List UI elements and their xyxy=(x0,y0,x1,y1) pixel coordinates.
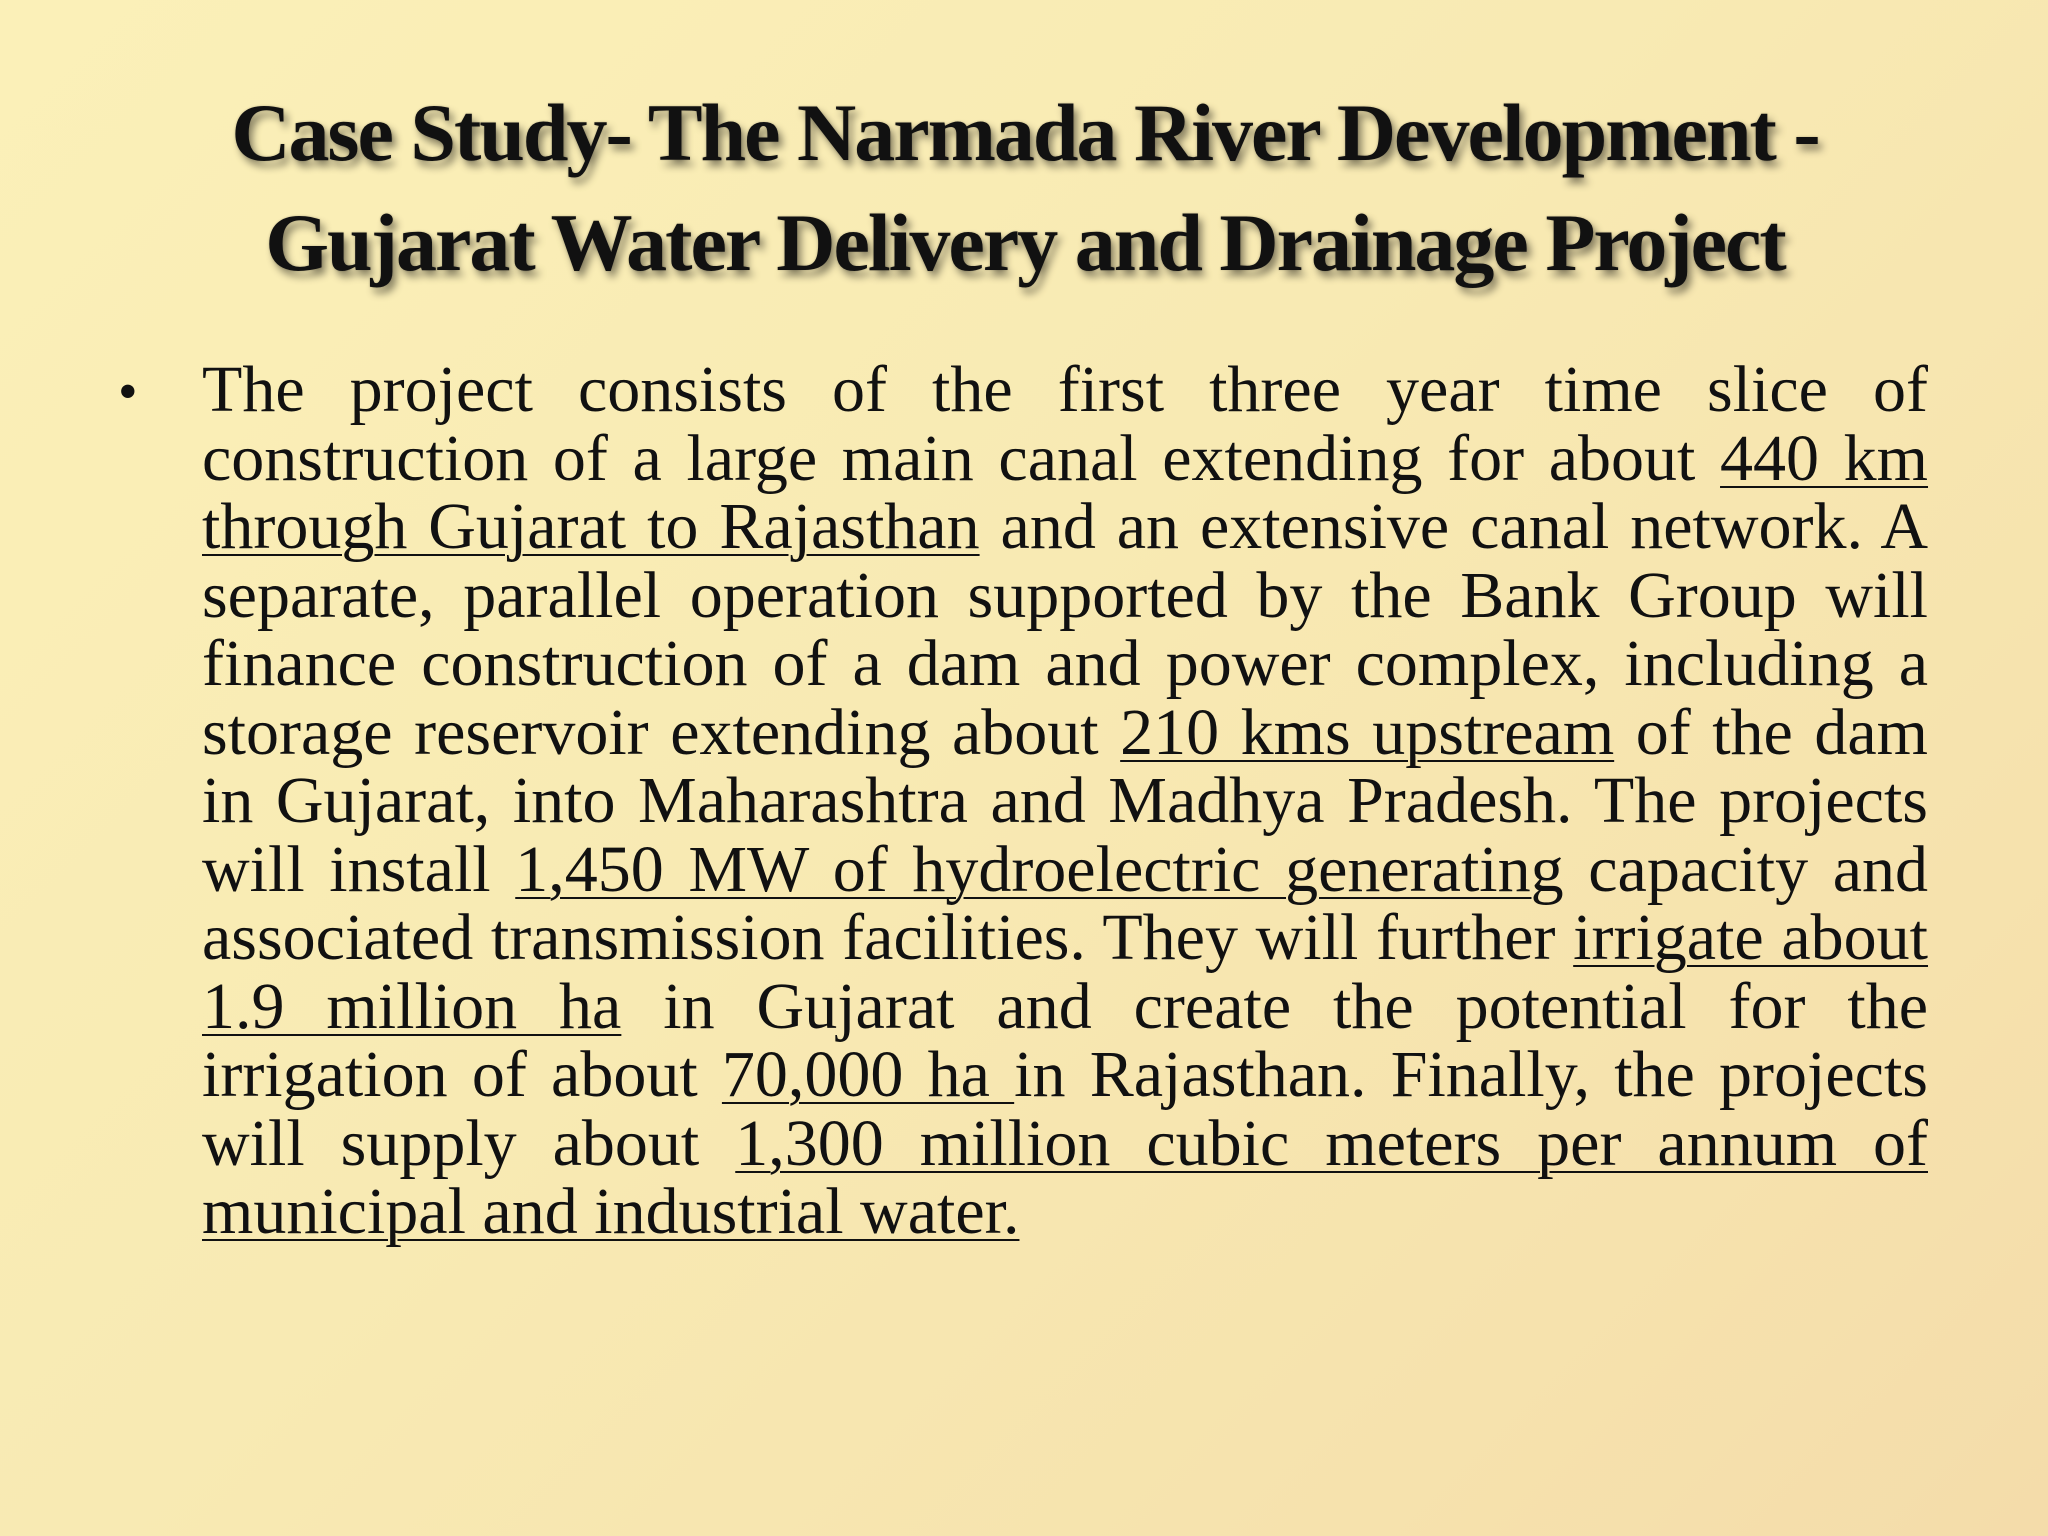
bullet-text xyxy=(202,353,1928,1248)
underlined-irrigation-gujarat: irrigate about 1.9 million ha xyxy=(202,901,1929,1043)
underlined-water-supply: 1,300 million cubic meters per annum of municipal and industrial water. xyxy=(202,1106,1928,1248)
slide-title-line-1: Case Study- The Narmada River Development - xyxy=(231,87,1819,178)
bullet-list xyxy=(118,353,1929,1248)
text-segment-7: capacity and associated transmission facilities. They will further xyxy=(202,832,1928,974)
text-segment-5: of the dam in Gujarat, into Maharashtra and Madhya Pradesh. The projects will install xyxy=(202,695,1929,906)
underlined-reservoir-extent: 210 kms upstream xyxy=(1120,695,1615,769)
underlined-canal-length: 440 km through Gujarat to Rajasthan xyxy=(202,421,1929,563)
text-segment-1: The project consists of the first three year time slice of construction of a large main canal extending for about xyxy=(202,353,1928,495)
text-segment-9: in Gujarat and create the potential for the irrigation of about xyxy=(202,969,1929,1111)
text-segment-3: and an extensive canal network. A separate, parallel operation supported by the Bank Group will finance construction of a dam and power complex, including a storage reservoir extending about xyxy=(202,490,1928,769)
slide-title xyxy=(110,78,1940,298)
bullet-item xyxy=(118,353,1929,1248)
slide-title-line-2: Gujarat Water Delivery and Drainage Project xyxy=(265,197,1785,288)
underlined-irrigation-rajasthan: 70,000 ha xyxy=(721,1038,1015,1111)
bullet-icon: • xyxy=(118,361,138,423)
text-segment-11: in Rajasthan. Finally, the projects will supply about xyxy=(202,1038,1928,1180)
underlined-hydro-capacity: 1,450 MW of hydroelectric generating xyxy=(515,832,1564,906)
